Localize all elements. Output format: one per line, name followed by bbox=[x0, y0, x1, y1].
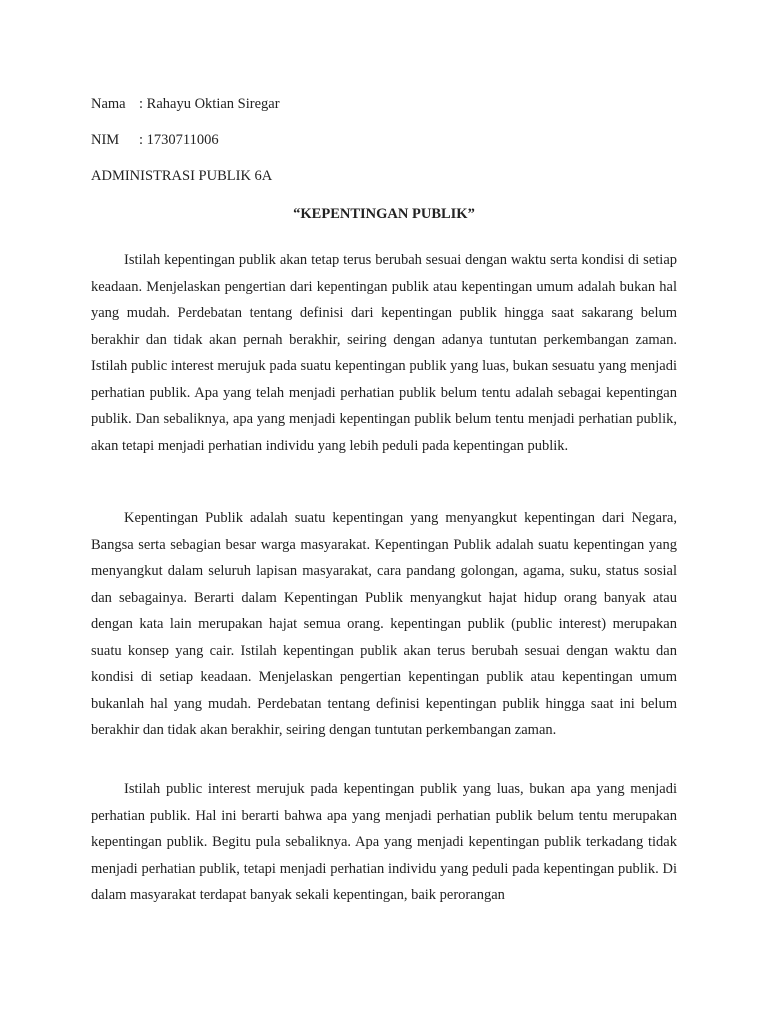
nim-label: NIM bbox=[91, 132, 120, 148]
paragraph-2: Kepentingan Publik adalah suatu kepentingan yang menyangkut kepentingan dari Negara, Bangsa serta sebagian besar warga masyarakat. Kepentingan Publik adalah suatu kepentingan yang menyangkut dalam seluruh lapisan masyarakat, cara pandang golongan, agama, suku, status sosial dan sebagainya. Berarti dalam Kepentingan Publik menyangkut hajat hidup orang banyak atau dengan kata lain merupakan hajat semua orang. kepentingan publik (public interest) merupakan suatu konsep yang cair. Istilah kepentingan publik akan terus berubah sesuai dengan waktu dan kondisi di setiap keadaan. Menjelaskan pengertian kepentingan publik atau kepentingan umum bukanlah hal yang mudah. Perdebatan tentang definisi kepentingan publik hingga saat ini belum berakhir dan tidak akan berakhir, seiring dengan tuntutan perkembangan zaman. bbox=[91, 510, 677, 738]
nim-value: : 1730711006 bbox=[139, 132, 219, 148]
name-line bbox=[91, 94, 280, 114]
name-label: Nama bbox=[91, 96, 126, 112]
paragraph-3: Istilah public interest merujuk pada kepentingan publik yang luas, bukan apa yang menjadi perhatian publik. Hal ini berarti bahwa apa yang menjadi perhatian publik belum tentu merupakan kepentingan publik. Begitu pula sebaliknya. Apa yang menjadi kepentingan publik terkadang tidak menjadi perhatian publik, tetapi menjadi perhatian individu yang peduli pada kepentingan publik. Di dalam masyarakat terdapat banyak sekali kepentingan, baik perorangan bbox=[91, 781, 677, 903]
name-value: : Rahayu Oktian Siregar bbox=[139, 96, 280, 112]
paragraph-1: Istilah kepentingan publik akan tetap terus berubah sesuai dengan waktu serta kondisi di setiap keadaan. Menjelaskan pengertian dari kepentingan publik atau kepentingan umum adalah bukan hal yang mudah. Perdebatan tentang definisi dari kepentingan publik hingga saat sakarang belum berakhir dan tidak akan pernah berakhir, seiring dengan adanya tuntutan perkembangan zaman. Istilah public interest merujuk pada suatu kepentingan publik yang luas, bukan sesuatu yang menjadi perhatian publik. Apa yang telah menjadi perhatian publik belum tentu adalah sebagai kepentingan publik. Dan sebaliknya, apa yang menjadi kepentingan publik belum tentu menjadi perhatian publik, akan tetapi menjadi perhatian individu yang lebih peduli pada kepentingan publik. bbox=[91, 252, 677, 454]
class-line: ADMINISTRASI PUBLIK 6A bbox=[91, 168, 273, 184]
document-title: “KEPENTINGAN PUBLIK” bbox=[293, 206, 475, 222]
nim-line bbox=[91, 130, 219, 150]
